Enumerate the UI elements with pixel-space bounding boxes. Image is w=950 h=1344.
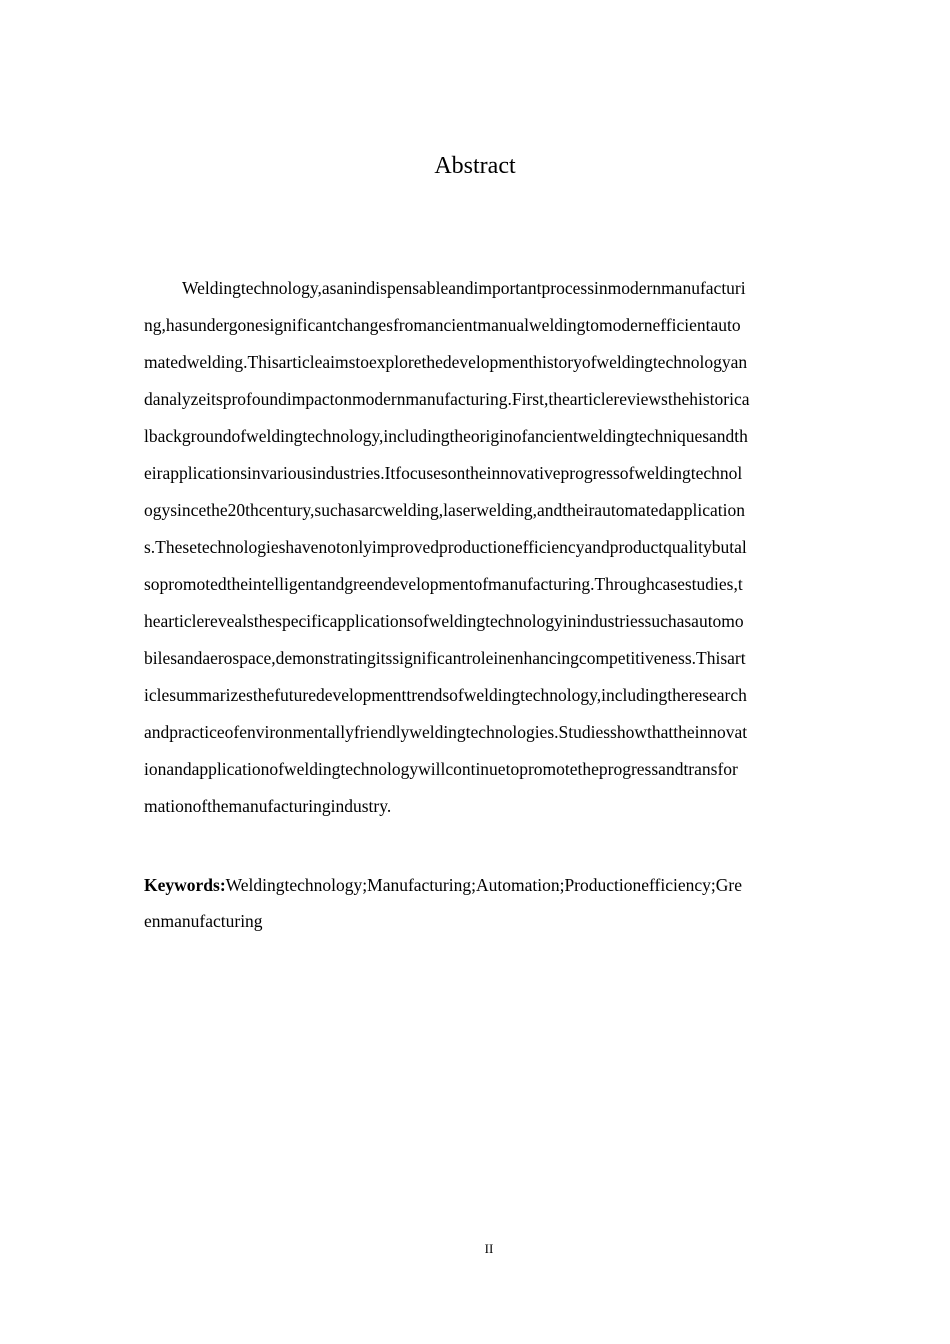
abstract-line: ogysincethe20thcentury,suchasarcwelding,laserwelding,andtheirautomatedapplication [144,500,745,520]
abstract-line: eirapplicationsinvariousindustries.Itfocusesontheinnovativeprogressofweldingtechnol [144,463,743,483]
keywords-text: Weldingtechnology;Manufacturing;Automation;Productionefficiency;Gre [225,875,742,895]
abstract-line: danalyzeitsprofoundimpactonmodernmanufacturing.First,thearticlereviewsthehistorica [144,389,750,409]
keywords-line-continued: enmanufacturing [144,911,263,931]
abstract-line: Weldingtechnology,asanindispensableandimportantprocessinmodernmanufacturi [182,278,746,298]
abstract-line: sopromotedtheintelligentandgreendevelopmentofmanufacturing.Throughcasestudies,t [144,574,743,594]
abstract-paragraph [144,270,824,825]
abstract-line: matedwelding.Thisarticleaimstoexplorethedevelopmenthistoryofweldingtechnologyan [144,352,748,372]
abstract-line: andpracticeofenvironmentallyfriendlyweldingtechnologies.Studiesshowthattheinnovat [144,722,748,742]
abstract-line: mationofthemanufacturingindustry. [144,796,392,816]
keywords-label: Keywords: [144,875,226,895]
abstract-line: hearticlerevealsthespecificapplicationsofweldingtechnologyinindustriessuchasautomo [144,611,744,631]
keywords-section [144,867,824,939]
abstract-line: ionandapplicationofweldingtechnologywillcontinuetopromotetheprogressandtransfor [144,759,738,779]
abstract-line: ng,hasundergonesignificantchangesfromancientmanualweldingtomodernefficientauto [144,315,741,335]
page-title: Abstract [434,153,516,179]
abstract-line: lbackgroundofweldingtechnology,includingtheoriginofancientweldingtechniquesandth [144,426,748,446]
abstract-line: s.Thesetechnologieshavenotonlyimprovedproductionefficiencyandproductqualitybutal [144,537,747,557]
abstract-line: iclesummarizesthefuturedevelopmenttrendsofweldingtechnology,includingtheresearch [144,685,747,705]
page-number: II [484,1241,494,1256]
abstract-line: bilesandaerospace,demonstratingitssignificantroleinenhancingcompetitiveness.Thisart [144,648,746,668]
keywords-line [144,867,824,903]
